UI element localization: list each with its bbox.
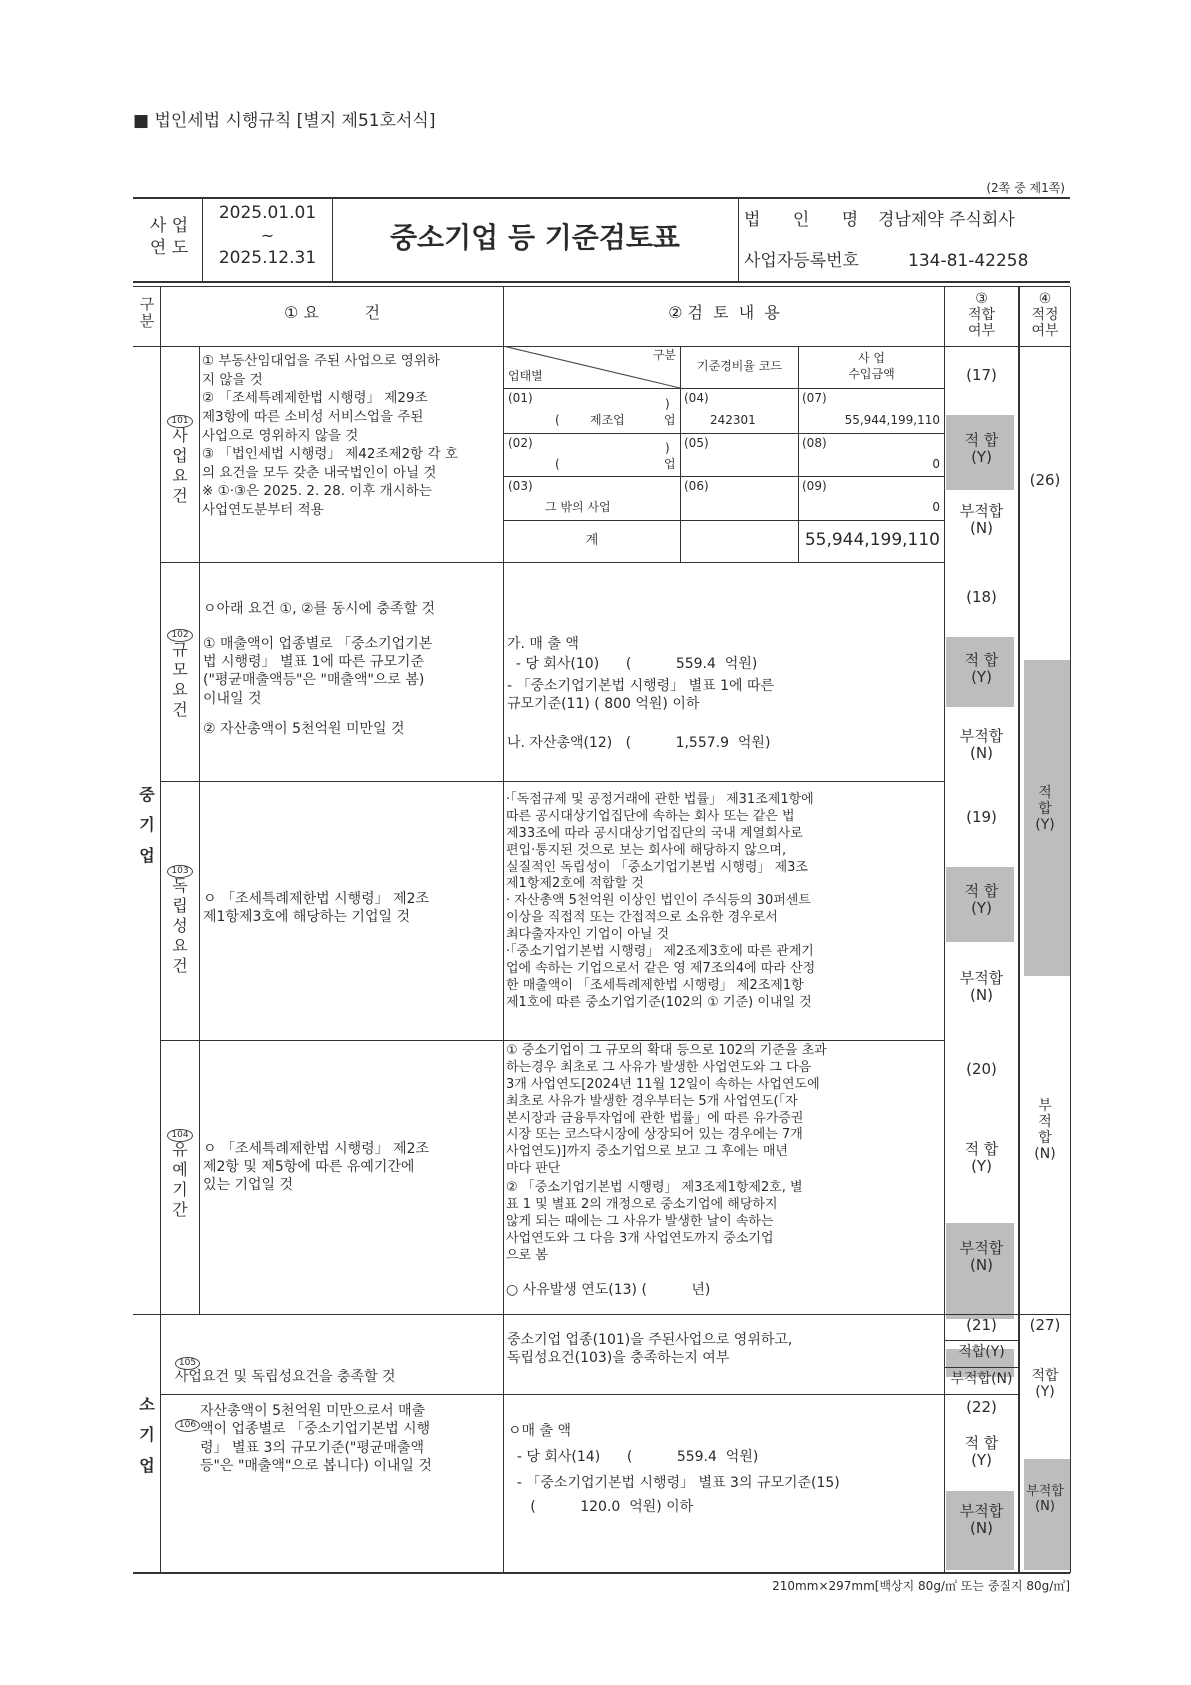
- mid-proper-yes[interactable]: 적 합 (Y): [1035, 785, 1055, 834]
- row-102-fit-no: (18): [966, 588, 997, 606]
- row-106-fit-no: (22): [966, 1398, 997, 1416]
- side-label-medium: 중 기 업: [139, 785, 155, 865]
- col-gubun: 구 분: [139, 295, 155, 330]
- table-head-amount: 사 업 수입금액: [848, 351, 895, 381]
- biz-no-label: 사업자등록번호: [744, 251, 859, 271]
- row-number-101: 101: [167, 415, 192, 428]
- row-103-fit-no: (19): [966, 808, 997, 826]
- row-104-review-2: ② 「중소기업기본법 시행령」 제3조제1항제2호, 별 표 1 및 별표 2의 개정으로 중소기업에 해당하지 않게 되는 때에는 그 사유가 발생한 날이 속하는 사업연도와 그 다음 3개 사업연도까지 중소기업 으로 봄: [506, 1180, 803, 1263]
- row-102-review-ga2: - 「중소기업기본법 시행령」 별표 1에 따른 규모기준(11) ( 800 억원) 이하: [507, 678, 775, 713]
- row-102-req-1: ① 매출액이 업종별로 「중소기업기본 법 시행령」 별표 1에 따른 규모기준 ("평균매출액등"은 "매출액"으로 봄) 이내일 것: [203, 636, 433, 707]
- row-102-req-head: ㅇ아래 요건 ①, ②를 동시에 충족할 것: [203, 601, 436, 617]
- row-104-requirement: ㅇ 「조세특례제한법 시행령」 제2조 제2항 및 제5항에 따른 유예기간에 있는 기업일 것: [203, 1141, 430, 1194]
- table-r1-amt: 55,944,199,110: [844, 413, 940, 427]
- row-104-fit-no: (20): [966, 1060, 997, 1078]
- mid-proper-no: (26): [1029, 471, 1061, 489]
- row-105-fit-yes[interactable]: 적합(Y): [958, 1344, 1005, 1360]
- row-104-fit-no-option[interactable]: 부적합 (N): [959, 1239, 1004, 1275]
- corp-name-label: 법 인 명: [744, 210, 859, 230]
- table-r1-paren-open: (: [555, 413, 560, 427]
- table-r2-paren-close: ): [665, 441, 670, 455]
- row-104-label: 유 예 기 간: [172, 1140, 188, 1219]
- form-title: 중소기업 등 기준검토표: [390, 221, 680, 254]
- row-102-review-ga1: - 당 회사(10) ( 559.4 억원): [507, 656, 758, 672]
- corp-name: 경남제약 주식회사: [878, 210, 1015, 230]
- paper-spec-footer: 210mm×297mm[백상지 80g/㎡ 또는 중질지 80g/㎡]: [772, 1579, 1070, 1593]
- row-104-review-3: ○ 사유발생 연도(13) ( 년): [506, 1282, 711, 1298]
- table-r1-code: 242301: [710, 413, 756, 427]
- table-total-amt: 55,944,199,110: [804, 530, 940, 550]
- row-103-fit-no-option[interactable]: 부적합 (N): [959, 969, 1004, 1005]
- row-106-fit-no-option[interactable]: 부적합 (N): [959, 1502, 1004, 1538]
- row-105-requirement: [166, 1340, 396, 1384]
- row-104-review-1: ① 중소기업이 그 규모의 확대 등으로 102의 기준을 초과 하는경우 최초로 그 사유가 발생한 사업연도와 그 다음 3개 사업연도[2024년 11월 12일이 속하는 사업연도에 최초로 사유가 발생한 경우부터는 5개 사업연도(「자 본시장과 금융투자업에 관한 법률」에 따른 유가증권 시장 또는 코스닥시장에 상장되어 있는 경우에는 7개 사업연도)]까지 중소기업으로 보고 그 후에는 매년 마다 판단: [506, 1043, 827, 1177]
- row-101-fit-yes[interactable]: 적 합 (Y): [964, 431, 999, 467]
- table-r2-up: 업: [664, 457, 676, 471]
- row-102-label: 규 모 요 건: [172, 640, 188, 719]
- mid-proper-no-option[interactable]: 부 적 합 (N): [1034, 1098, 1056, 1163]
- col-fit: ③ 적합 여부: [967, 291, 996, 340]
- side-label-small: 소 기 업: [139, 1395, 155, 1475]
- table-r2-amt: 0: [932, 457, 940, 471]
- row-101-fit-no: (17): [966, 366, 997, 384]
- row-101-requirement: ① 부동산임대업을 주된 사업으로 영위하 지 않을 것 ② 「조세특례제한법 시행령」 제29조 제3항에 따른 소비성 서비스업을 주된 사업으로 영위하지 않을 것 ③ 「법인세법 시행령」 제42조제2항 각 호 의 요건을 모두 갖춘 내국법인이 아닐 것 ※ ①·③은 2025. 2. 28. 이후 개시하는 사업연도분부터 적용: [202, 353, 458, 518]
- table-total-label: 계: [585, 533, 599, 548]
- row-102-req-2: ② 자산총액이 5천억원 미만일 것: [203, 721, 405, 737]
- table-head-gubun: 구분: [652, 348, 676, 362]
- row-106-review-1: - 당 회사(14) ( 559.4 억원): [508, 1449, 759, 1465]
- period-tilde: ~: [260, 226, 275, 245]
- table-r1-name: 제조업: [590, 413, 625, 427]
- table-head-code: 기준경비율 코드: [697, 359, 782, 373]
- row-103-requirement: ㅇ 「조세특례제한법 시행령」 제2조 제1항제3호에 해당하는 기업일 것: [203, 891, 430, 926]
- table-r1-no: (01): [508, 391, 533, 405]
- col-requirement: ① 요 건: [283, 303, 381, 322]
- row-number-105: 105: [175, 1357, 200, 1370]
- row-101-label: 사 업 요 건: [172, 426, 188, 505]
- row-104-fit-yes[interactable]: 적 합 (Y): [964, 1140, 999, 1176]
- small-proper-yes[interactable]: 적합 (Y): [1031, 1368, 1059, 1401]
- table-r3-amt-no: (09): [802, 479, 827, 493]
- row-number-104: 104: [167, 1129, 192, 1142]
- row-106-review-2: - 「중소기업기본법 시행령」 별표 3의 규모기준(15): [508, 1475, 840, 1491]
- col-review: ② 검 토 내 용: [668, 303, 780, 322]
- col-proper: ④ 적정 여부: [1031, 291, 1059, 340]
- row-106-requirement: [166, 1402, 200, 1432]
- row-102-fit-yes[interactable]: 적 합 (Y): [964, 651, 999, 687]
- row-102-fit-no-option[interactable]: 부적합 (N): [959, 727, 1004, 763]
- row-105-req-text: 사업요건 및 독립성요건을 충족할 것: [174, 1369, 396, 1385]
- table-r2-paren-open: (: [555, 457, 560, 471]
- period-start: 2025.01.01: [218, 203, 317, 223]
- row-number-106: 106: [175, 1419, 200, 1432]
- table-r1-paren-close: ): [665, 397, 670, 411]
- table-r2-code-no: (05): [684, 436, 709, 450]
- period-label: 사 업 연 도: [149, 216, 189, 259]
- row-number-102: 102: [167, 629, 192, 642]
- table-head-industry: 업태별: [508, 369, 543, 383]
- table-r1-up: 업: [664, 413, 676, 427]
- table-r2-no: (02): [508, 436, 533, 450]
- row-102-review-ga: 가. 매 출 액: [507, 636, 579, 652]
- table-r3-code-no: (06): [684, 479, 709, 493]
- row-106-review-3: ( 120.0 억원) 이하: [508, 1499, 694, 1515]
- form-header-note: ■ 법인세법 시행규칙 [별지 제51호서식]: [133, 111, 436, 131]
- table-r3-amt: 0: [932, 500, 940, 514]
- small-proper-no: (27): [1029, 1316, 1061, 1334]
- row-106-review-head: ㅇ매 출 액: [508, 1423, 571, 1439]
- row-102-review-na: 나. 자산총액(12) ( 1,557.9 억원): [507, 735, 771, 751]
- row-106-fit-yes[interactable]: 적 합 (Y): [964, 1434, 999, 1470]
- page-indicator: (2쪽 중 제1쪽): [986, 181, 1065, 195]
- row-101-fit-no-option[interactable]: 부적합 (N): [959, 502, 1004, 538]
- row-103-fit-yes[interactable]: 적 합 (Y): [964, 882, 999, 918]
- table-r1-code-no: (04): [684, 391, 709, 405]
- row-103-label: 독 립 성 요 건: [172, 876, 188, 975]
- period-end: 2025.12.31: [218, 248, 317, 268]
- table-r3-name: 그 밖의 사업: [545, 500, 611, 514]
- row-103-review: ·「독점규제 및 공정거래에 관한 법률」 제31조제1항에 따른 공시대상기업집단에 속하는 회사 또는 같은 법 제33조에 따라 공시대상기업집단의 국내 계열회사로 편입·통지된 것으로 보는 회사에 해당하지 않으며, 실질적인 독립성이 「중소기업기본법 시행령」 제3조 제1항제2호에 적합할 것 · 자산총액 5천억원 이상인 법인이 주식등의 30퍼센트 이상을 직접적 또는 간접적으로 소유한 경우로서 최다출자자인 기업이 아닐 것 ·「중소기업기본법 시행령」 제2조제3호에 따른 관계기 업에 속하는 기업으로서 같은 영 제7조의4에 따라 산정 한 매출액이 「조세특례제한법 시행령」 제2조제1항 제1호에 따른 중소기업기준(102의 ① 기준) 이내일 것: [506, 792, 816, 1010]
- biz-no: 134-81-42258: [908, 251, 1029, 271]
- table-r1-amt-no: (07): [802, 391, 827, 405]
- small-proper-no-option[interactable]: 부적합 (N): [1026, 1484, 1064, 1514]
- row-106-req-text: 자산총액이 5천억원 미만으로서 매출 액이 업종별로 「중소기업기본법 시행 령」 별표 3의 규모기준("평균매출액 등"은 "매출액"으로 봅니다) 이내일 것: [200, 1403, 432, 1475]
- row-105-fit-no-option[interactable]: 부적합(N): [950, 1371, 1013, 1387]
- table-r2-amt-no: (08): [802, 436, 827, 450]
- row-105-fit-no: (21): [966, 1316, 997, 1334]
- table-r3-no: (03): [508, 479, 533, 493]
- row-number-103: 103: [167, 865, 192, 878]
- row-105-review: 중소기업 업종(101)을 주된사업으로 영위하고, 독립성요건(103)을 충족하는지 여부: [507, 1332, 793, 1367]
